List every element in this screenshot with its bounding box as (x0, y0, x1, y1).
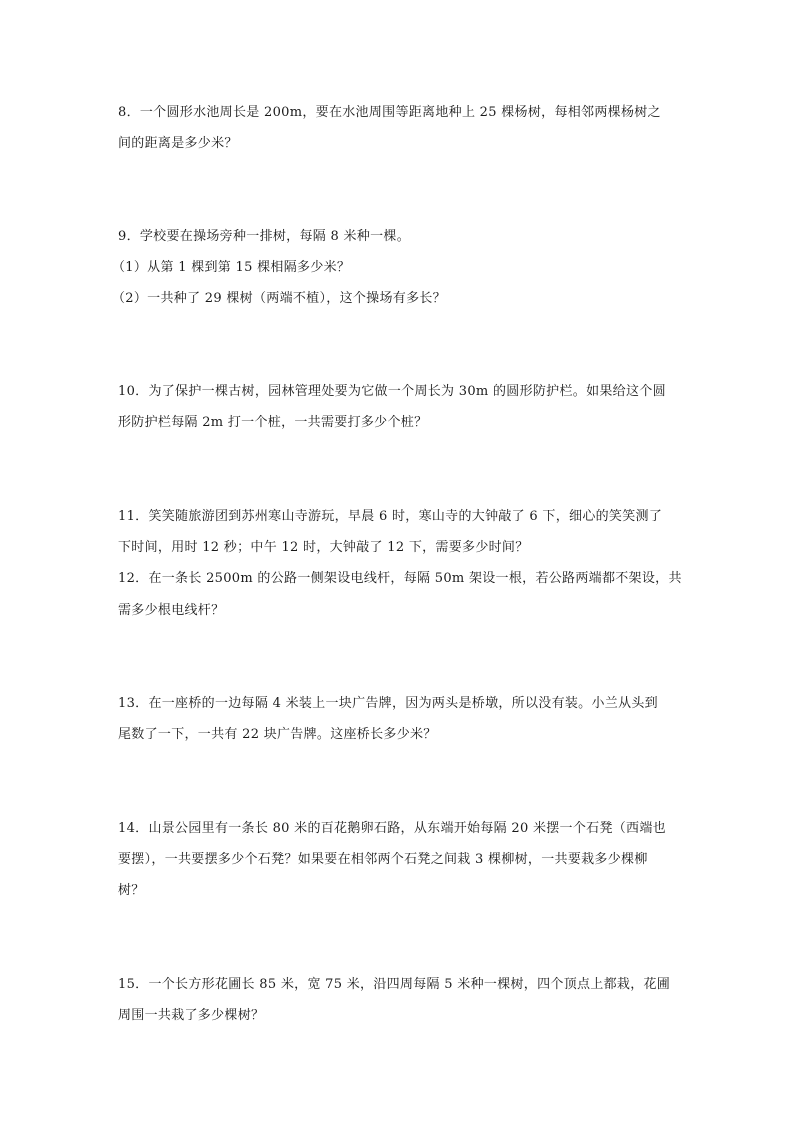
question-9-line-1: 9．学校要在操场旁种一排树，每隔 8 米种一棵。 (118, 229, 411, 244)
question-13-line-1: 13．在一座桥的一边每隔 4 米装上一块广告牌，因为两头是桥墩，所以没有装。小兰从头到 (118, 696, 658, 711)
question-12-line-1: 12．在一条长 2500m 的公路一侧架设电线杆，每隔 50m 架设一根，若公路两端都不架设，共 (118, 571, 682, 586)
question-11-line-2: 下时间，用时 12 秒；中午 12 时，大钟敲了 12 下，需要多少时间？ (118, 540, 529, 555)
question-14-line-2: 要摆），一共要摆多少个石凳？如果要在相邻两个石凳之间栽 3 棵柳树，一共要栽多少棵柳 (118, 852, 648, 867)
question-10-line-2: 形防护栏每隔 2m 打一个桩，一共需要打多少个桩？ (118, 415, 428, 430)
question-12-line-2: 需多少根电线杆？ (118, 603, 225, 618)
question-8-line-2: 间的距离是多少米？ (118, 136, 238, 151)
question-10-line-1: 10．为了保护一棵古树，园林管理处要为它做一个周长为 30m 的圆形防护栏。如果给这个圆 (118, 384, 666, 399)
question-9-part-2: （2）一共种了 29 棵树（两端不植），这个操场有多长？ (112, 291, 446, 306)
question-15-line-2: 周围一共栽了多少棵树？ (118, 1008, 265, 1023)
question-11-line-1: 11．笑笑随旅游团到苏州寒山寺游玩，早晨 6 时，寒山寺的大钟敲了 6 下，细心的笑笑测了 (118, 509, 663, 524)
question-14-line-3: 树？ (118, 883, 145, 898)
question-9-part-1: （1）从第 1 棵到第 15 棵相隔多少米？ (112, 260, 351, 275)
question-8-line-1: 8．一个圆形水池周长是 200m，要在水池周围等距离地种上 25 棵杨树，每相邻两棵杨树之 (118, 105, 661, 120)
question-15-line-1: 15．一个长方形花圃长 85 米，宽 75 米，沿四周每隔 5 米种一棵树，四个顶点上都栽，花圃 (118, 977, 671, 992)
question-13-line-2: 尾数了一下，一共有 22 块广告牌。这座桥长多少米？ (118, 727, 437, 742)
question-14-line-1: 14．山景公园里有一条长 80 米的百花鹅卵石路，从东端开始每隔 20 米摆一个石凳（西端也 (118, 821, 666, 836)
